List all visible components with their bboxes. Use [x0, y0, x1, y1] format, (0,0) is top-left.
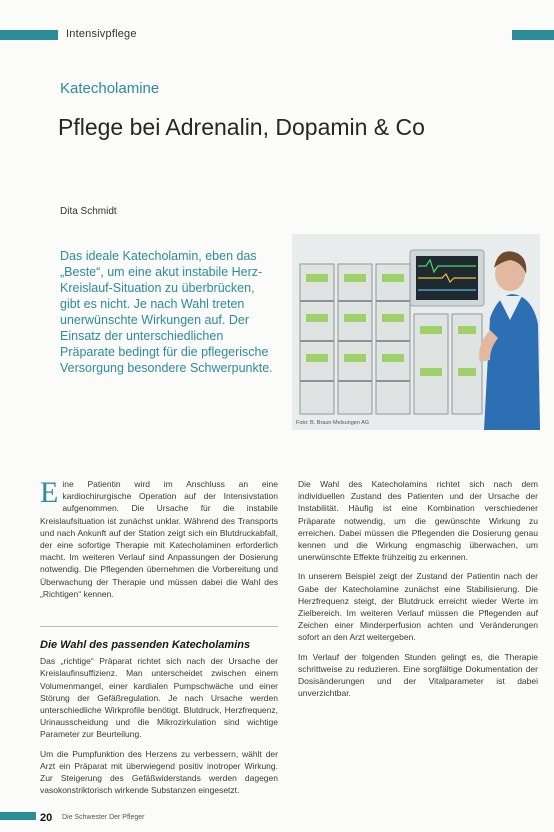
footer-color-bar	[0, 812, 36, 820]
paragraph-text: ine Patientin wird im Anschluss an eine kardiochirurgische Operation auf der Intensivstation aufgenommen. Die Ursache für die instabile Kreislaufsituation ist zunächst unklar. Während des Transports und nach Ankunft auf der Station zeigt sich ein Blutdruckabfall, der eine sofortige Therapie mit Katecholaminen erforderlich macht. Im weiteren Verlauf sind Anpassungen der Dosierung notwendig. Die Pflegenden übernehmen die Vorbereitung und Überwachung der Therapie und müssen dabei die Wahl des „Richtigen“ kennen.	[40, 479, 278, 599]
article-paragraph	[40, 478, 278, 600]
article-paragraph: In unserem Beispiel zeigt der Zustand der Patientin nach der Gabe der Katecholamine zunächst eine Stabilisierung. Die Herzfrequenz steigt, der Blutdruck erreicht wieder Werte im Zielbereich. Im weiteren Verlauf müssen die Pflegenden auf Zeichen einer Minderperfusion achten und Veränderungen sofort an den Arzt weitergeben.	[298, 571, 538, 643]
drop-cap: E	[40, 476, 59, 509]
article-column-right	[298, 478, 538, 706]
article-photo	[292, 234, 540, 430]
section-subheading: Die Wahl des passenden Katecholamins	[40, 626, 278, 651]
article-title: Pflege bei Adrenalin, Dopamin & Co	[58, 114, 425, 140]
article-author: Dita Schmidt	[60, 206, 117, 217]
section-color-bar-right	[512, 30, 554, 40]
article-paragraph: Das „richtige“ Präparat richtet sich nach der Ursache der Kreislaufinsuffizienz. Man unterscheidet zwischen einem Volumenmangel, einer kardialen Pumpschwäche und einer Störung der Gefäßregulation. Je nach Ursache werden unterschiedliche Wirkprofile benötigt. Blutdruck, Herzfrequenz, Urinausscheidung und die Mikrozirkulation sind wichtige Parameter zur Beurteilung.	[40, 656, 278, 740]
photo-credit: Foto: B. Braun Melsungen AG	[296, 420, 370, 426]
article-kicker: Katecholamine	[60, 80, 160, 97]
article-paragraph: Im Verlauf der folgenden Stunden gelingt es, die Therapie schrittweise zu reduzieren. Eine sorgfältige Dokumentation der Dosisänderungen und der Vitalparameter ist dabei unverzichtbar.	[298, 651, 538, 699]
article-paragraph: Die Wahl des Katecholamins richtet sich nach dem individuellen Zustand des Patienten und der Ursache der Instabilität. Häufig ist eine Kombination verschiedener Präparate notwendig, um die gewünschte Wirkung zu erreichen. Dabei müssen die Pflegenden die Dosierung genau kennen und die Wirkung engmaschig überwachen, um unerwünschte Effekte frühzeitig zu erkennen.	[298, 479, 538, 563]
section-label: Intensivpflege	[66, 28, 137, 40]
infusion-pumps-and-nurse-illustration	[292, 234, 540, 430]
article-lead: Das ideale Katecholamin, eben das „Beste“, um eine akut instabile Herz-Kreislauf-Situation zu überbrücken, gibt es nicht. Je nach Wahl treten unerwünschte Wirkungen auf. Der Einsatz der unterschiedlichen Präparate bedingt für die pflegerische Versorgung besondere Schwerpunkte.	[60, 249, 273, 375]
page-number: 20	[40, 812, 53, 824]
journal-title: Die Schwester Der Pfleger	[62, 814, 145, 821]
article-paragraph: Um die Pumpfunktion des Herzens zu verbessern, wählt der Arzt ein Präparat mit überwiegend positiv inotroper Wirkung. Zur Steigerung des Gefäßwiderstands werden dagegen vasokonstriktorisch wirkende Substanzen eingesetzt.	[40, 748, 278, 796]
section-color-bar-left	[0, 30, 58, 40]
article-column-left	[40, 478, 278, 803]
